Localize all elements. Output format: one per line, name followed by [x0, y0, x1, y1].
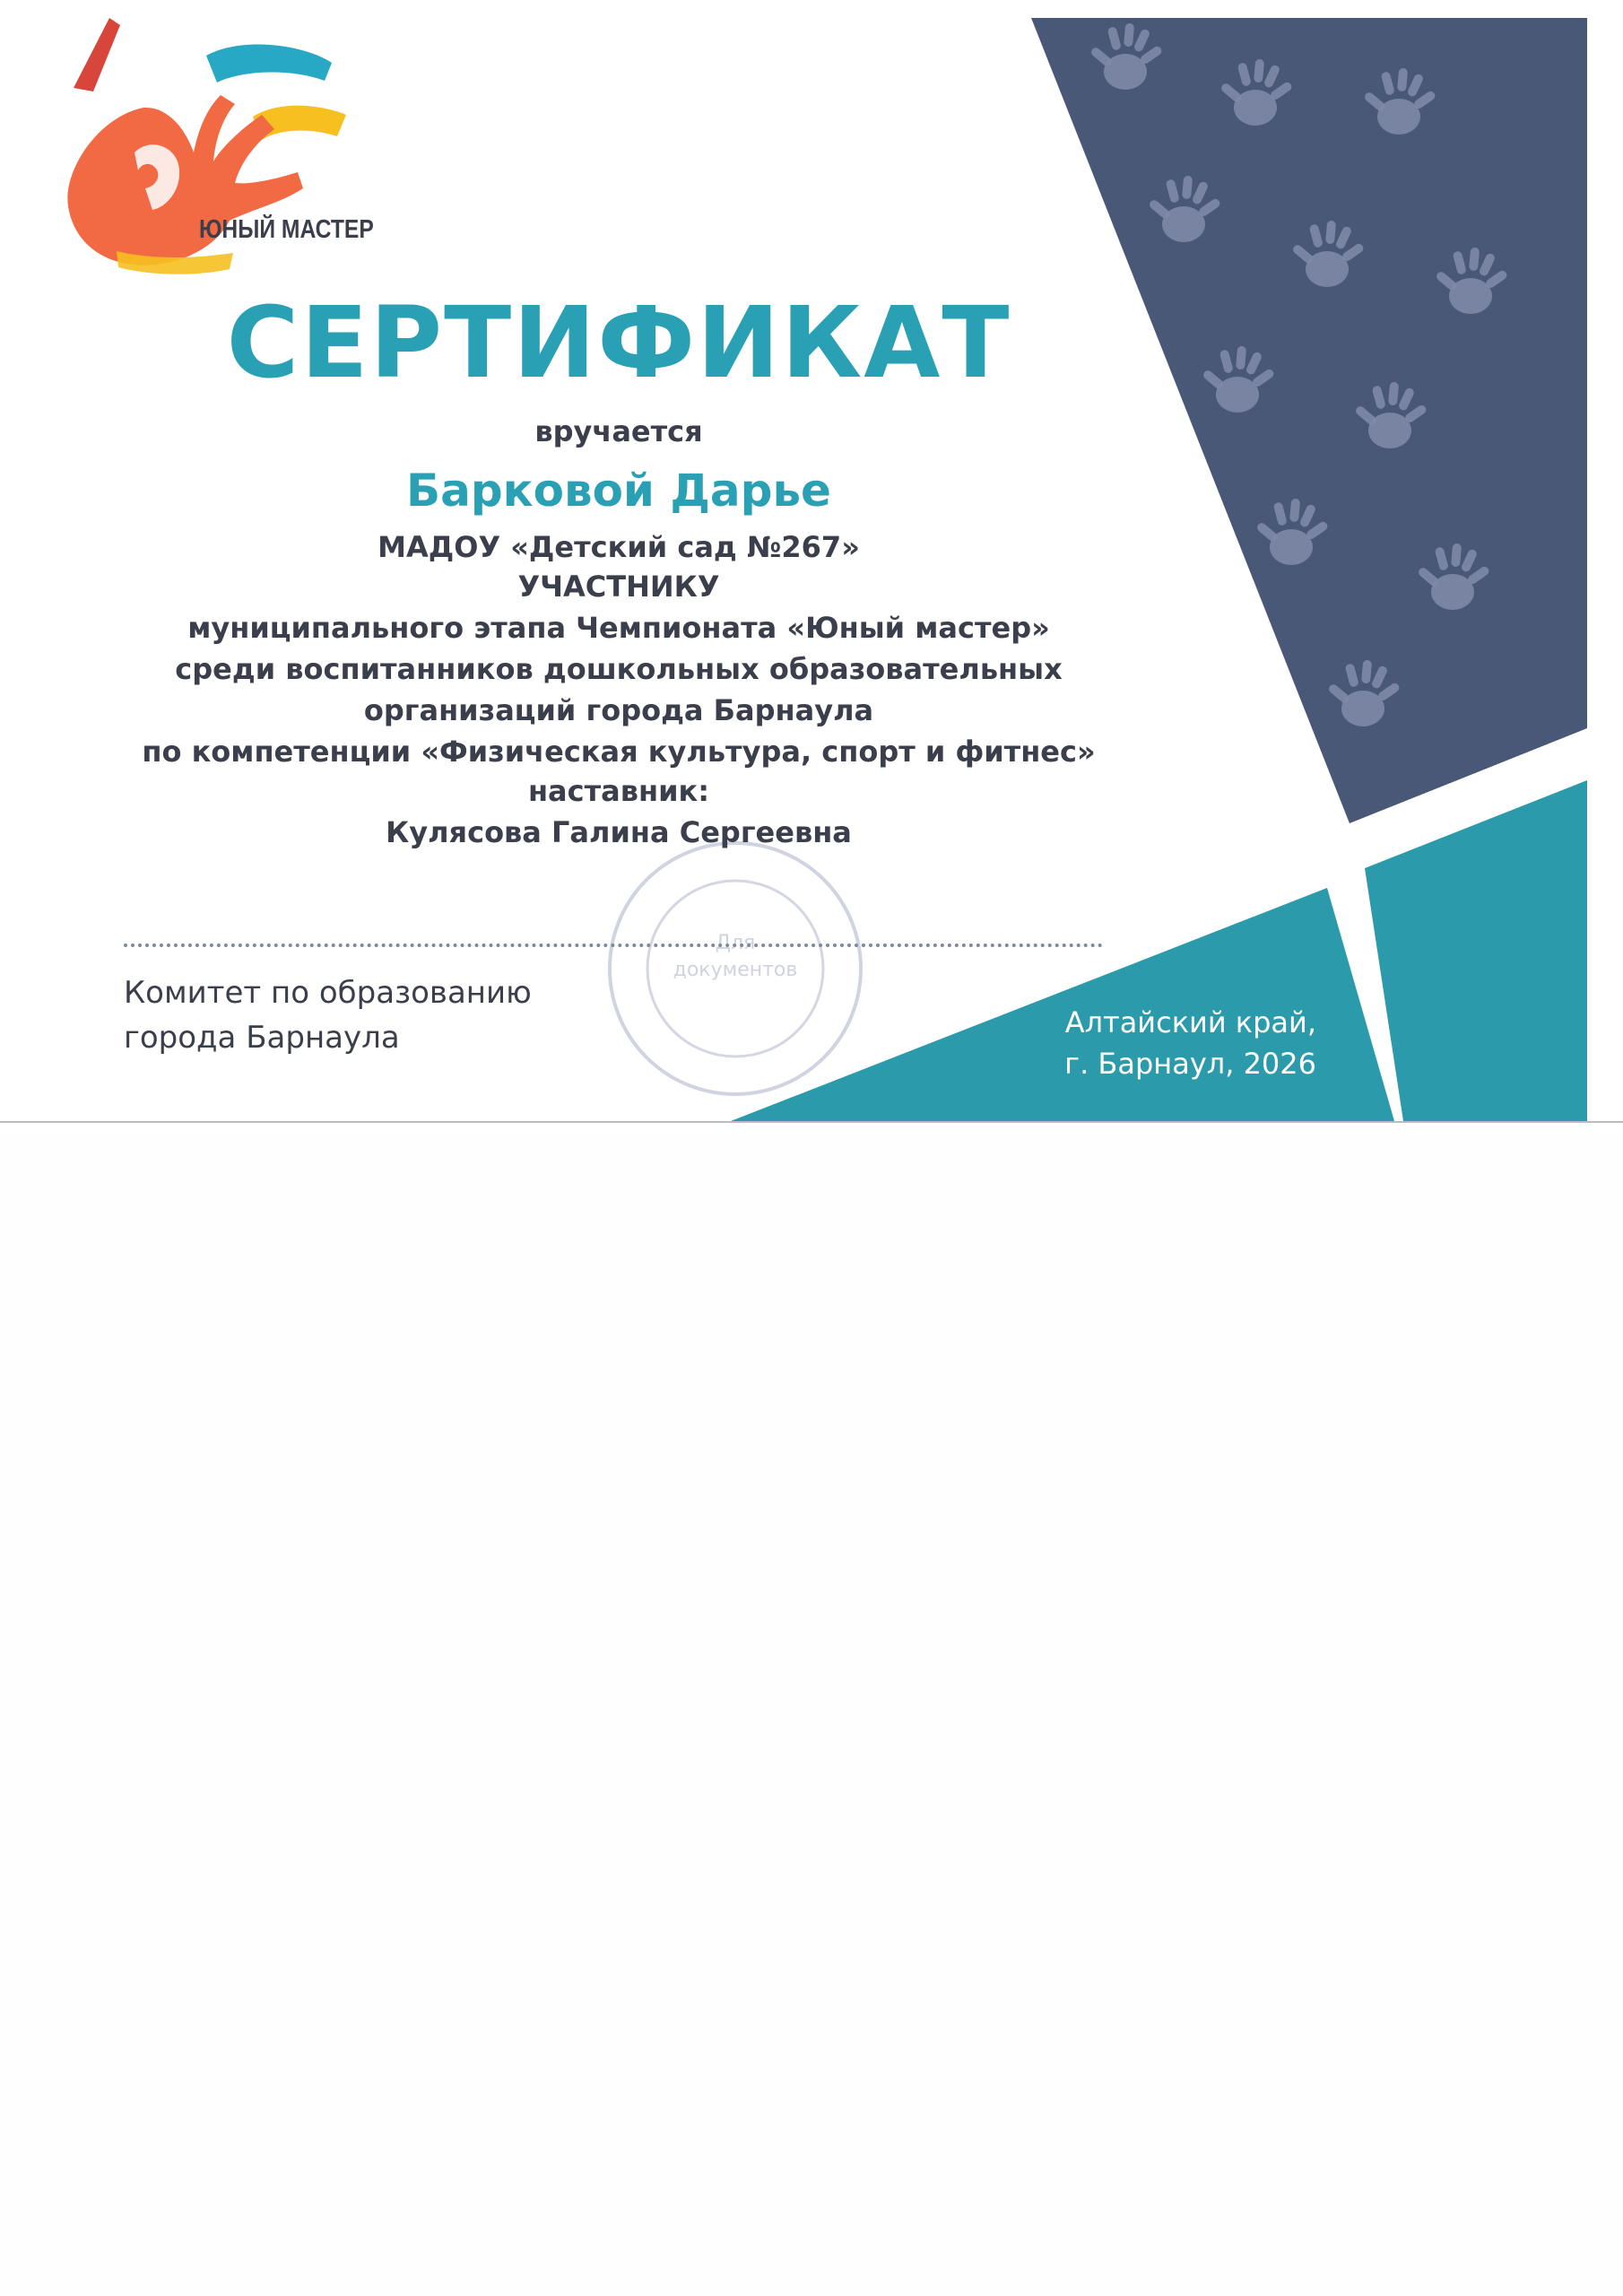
issuer-block — [124, 970, 532, 1060]
organizations-line: организаций города Барнаула — [363, 693, 874, 727]
round-seal-icon — [583, 834, 888, 1103]
issuer-line1: Комитет по образованию — [124, 975, 532, 1011]
competence-line: по компетенции «Физическая культура, спорт и фитнес» — [142, 735, 1096, 769]
recipient-name: Барковой Дарье — [406, 465, 831, 517]
awarded-label: вручается — [534, 414, 703, 448]
yunyi-master-logo-icon — [63, 18, 368, 287]
stamp-center-line1: Для — [715, 932, 756, 954]
place-line1: Алтайский край, — [1064, 1005, 1316, 1039]
place-line2: г. Барнаул, 2026 — [1064, 1047, 1316, 1081]
championship-line: муниципального этапа Чемпионата «Юный мастер» — [187, 611, 1050, 645]
teal-panel-right — [1365, 780, 1587, 1121]
institution-line: МАДОУ «Детский сад №267» — [378, 530, 860, 564]
participants-line: среди воспитанников дошкольных образовательных — [175, 652, 1063, 686]
certificate-title: СЕРТИФИКАТ — [226, 285, 1011, 400]
certificate — [0, 0, 1623, 1132]
mentor-label: наставник: — [527, 774, 710, 808]
logo-text: ЮНЫЙ МАСТЕР — [199, 215, 374, 244]
stamp-center-line2: документов — [673, 959, 798, 981]
place-date-block — [1064, 1002, 1316, 1084]
status-line: УЧАСТНИКУ — [517, 570, 720, 604]
certificate-edge — [0, 1121, 1623, 1123]
signature-divider — [124, 944, 1103, 947]
mentor-name: Кулясова Галина Сергеевна — [386, 815, 852, 849]
issuer-line2: города Барнаула — [124, 1020, 400, 1056]
